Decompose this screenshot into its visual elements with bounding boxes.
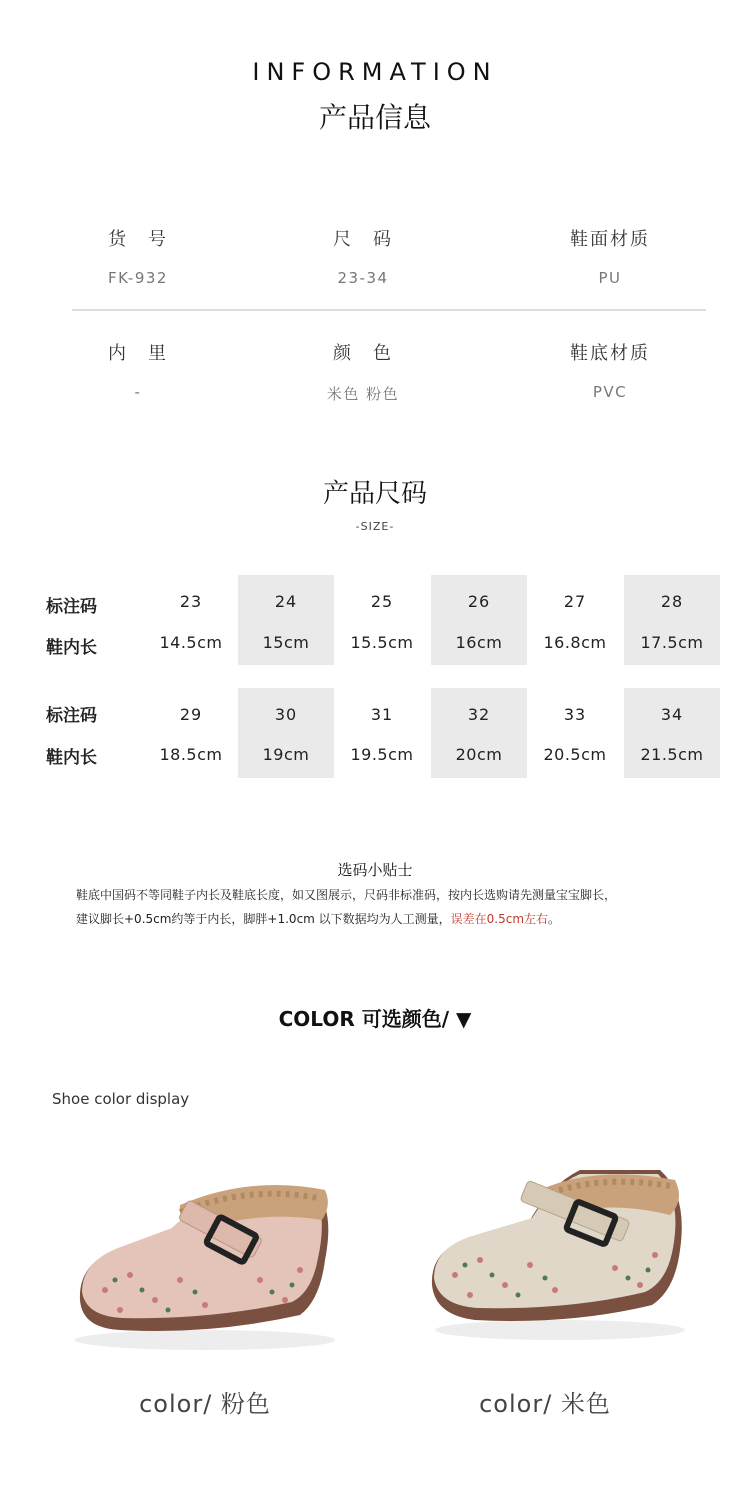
info-divider (72, 309, 706, 311)
info-label: 鞋面材质 (570, 229, 650, 250)
info-item-color (253, 339, 473, 404)
info-item-size (253, 225, 473, 287)
size-section-subtitle: -SIZE- (355, 520, 395, 533)
tips-error-note: 误差在0.5cm左右 (450, 912, 549, 926)
size-section-title: 产品尺码 (322, 479, 427, 509)
inner-length: 19cm (262, 745, 310, 764)
info-label: 货 号 (108, 229, 168, 250)
info-value: FK-932 (108, 269, 168, 287)
size-cell-bg (624, 688, 720, 778)
inner-length: 20cm (455, 745, 503, 764)
inner-length: 18.5cm (159, 745, 223, 764)
pink-shoe-image (60, 1150, 350, 1360)
size-code: 33 (563, 705, 587, 724)
size-code: 29 (179, 705, 203, 724)
product-info-title: 产品信息 (318, 101, 431, 134)
info-label: 尺 码 (333, 229, 393, 250)
size-code: 28 (660, 592, 684, 611)
info-value: PU (598, 269, 622, 287)
size-code: 26 (467, 592, 491, 611)
size-code: 30 (274, 705, 298, 724)
inner-length: 21.5cm (640, 745, 704, 764)
info-label: 鞋底材质 (570, 343, 650, 364)
inner-length: 15.5cm (350, 633, 414, 652)
inner-length: 15cm (262, 633, 310, 652)
information-title: INFORMATION (252, 58, 498, 86)
info-value: PVC (592, 383, 628, 401)
info-item-upper-material (500, 225, 720, 287)
label-inner-length: 鞋内长 (46, 638, 97, 658)
label-size-code: 标注码 (46, 597, 97, 617)
size-code: 34 (660, 705, 684, 724)
pink-shoe-svg (60, 1150, 350, 1360)
beige-shoe-image (420, 1150, 710, 1360)
pink-color-caption: color/ 粉色 (139, 1390, 271, 1418)
beige-shoe-svg (420, 1150, 710, 1360)
info-item-sku (28, 225, 248, 287)
tips-text: 建议脚长+0.5cm约等于内长，脚胖+1.0cm 以下数据均为人工测量， (76, 912, 451, 926)
info-label: 内 里 (108, 343, 168, 364)
inner-length: 20.5cm (543, 745, 607, 764)
color-section-title: COLOR 可选颜色/ ▼ (278, 1007, 472, 1031)
beige-color-caption: color/ 米色 (479, 1390, 611, 1418)
inner-length: 19.5cm (350, 745, 414, 764)
size-tips-title: 选码小贴士 (337, 861, 413, 879)
size-code: 31 (370, 705, 394, 724)
info-item-sole-material (500, 339, 720, 401)
size-cell-bg (238, 688, 334, 778)
size-code: 24 (274, 592, 298, 611)
size-tips-line (76, 910, 560, 927)
label-inner-length: 鞋内长 (46, 748, 97, 768)
inner-length: 16cm (455, 633, 503, 652)
info-value: - (134, 383, 142, 401)
inner-length: 16.8cm (543, 633, 607, 652)
info-item-lining (28, 339, 248, 401)
size-tips-line: 鞋底中国码不等同鞋子内长及鞋底长度，如又图展示，尺码非标准码，按内长选购请先测量宝宝脚长， (76, 888, 617, 902)
info-label: 颜 色 (333, 343, 393, 364)
info-value: 23-34 (337, 269, 389, 287)
info-value: 米色 粉色 (326, 385, 400, 403)
size-code: 23 (179, 592, 203, 611)
inner-length: 17.5cm (640, 633, 704, 652)
size-cell-bg (431, 688, 527, 778)
tips-text-end: 。 (548, 912, 561, 926)
inner-length: 14.5cm (159, 633, 223, 652)
size-code: 27 (563, 592, 587, 611)
size-code: 32 (467, 705, 491, 724)
shoe-color-display-label: Shoe color display (52, 1090, 190, 1108)
size-code: 25 (370, 592, 394, 611)
label-size-code: 标注码 (46, 706, 97, 726)
